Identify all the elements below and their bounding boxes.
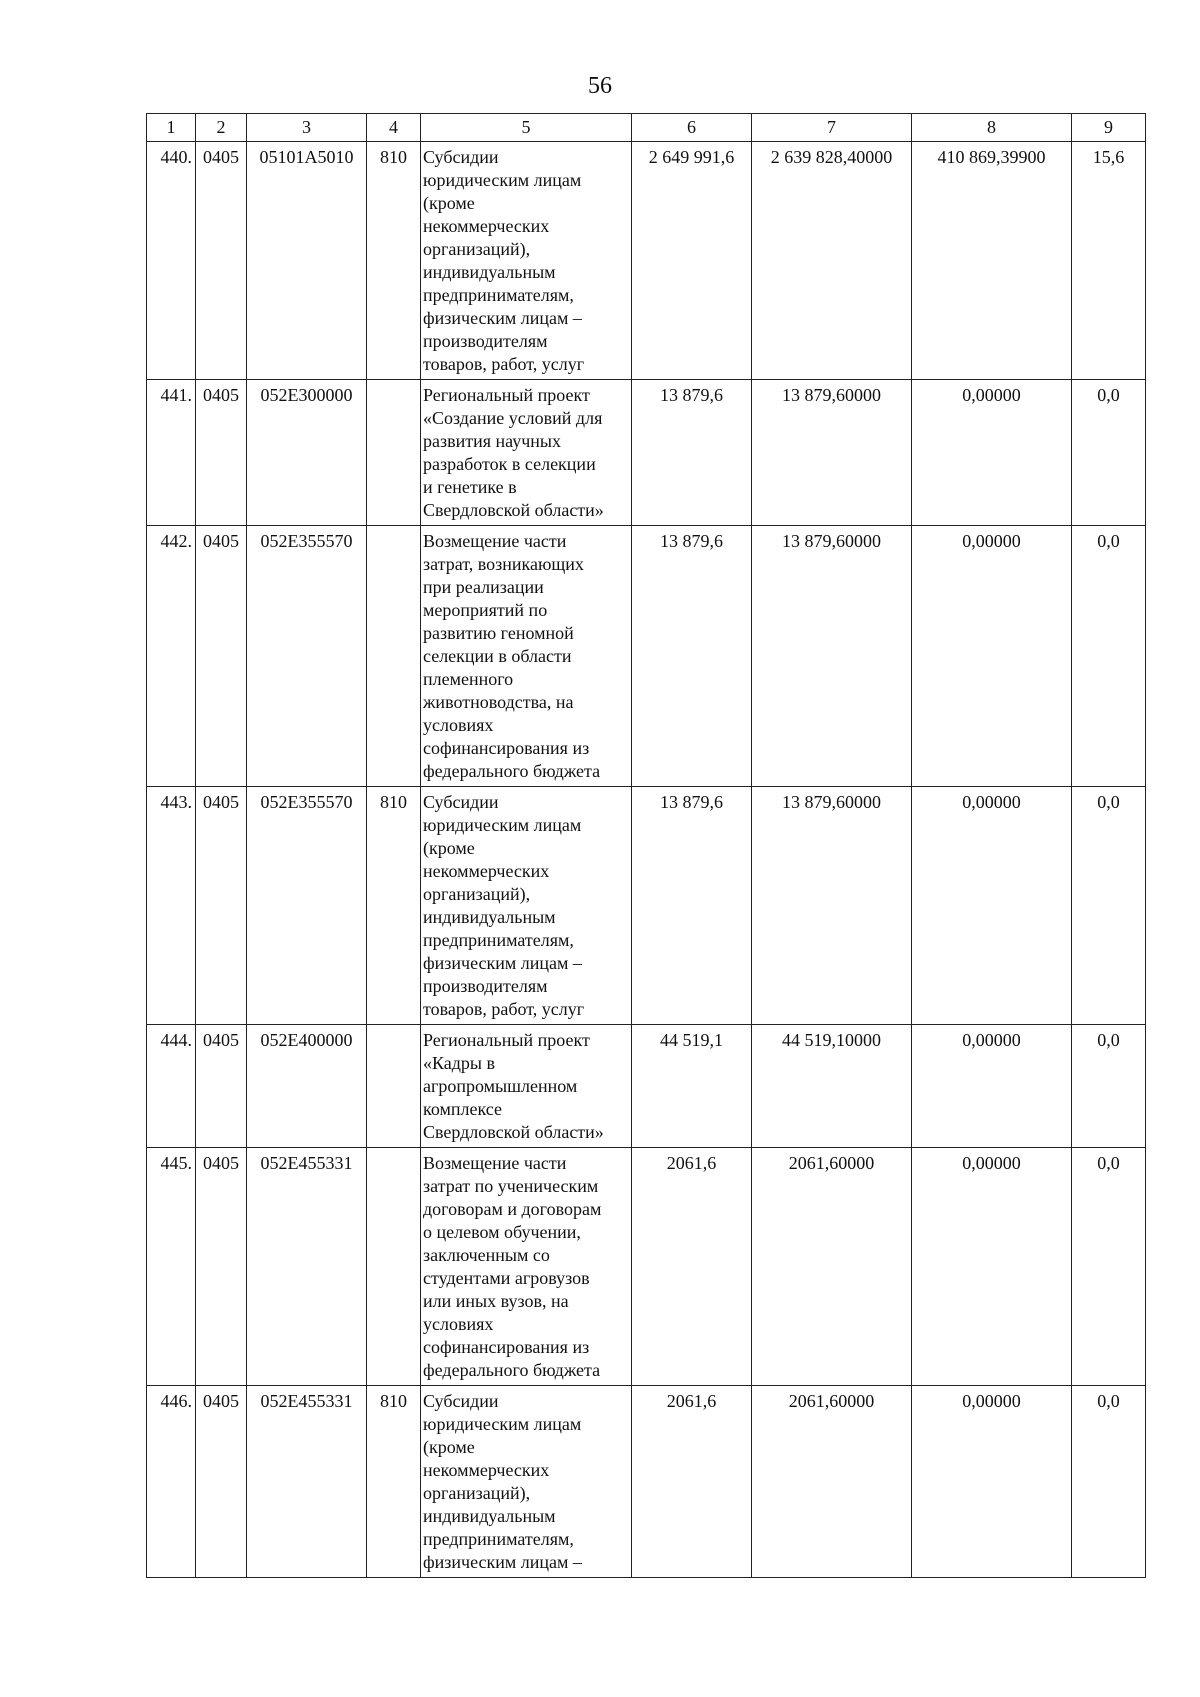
column-header: 7 [752, 114, 912, 142]
description-line: юридическим лицам [423, 815, 582, 835]
section-code-cell: 0405 [196, 142, 247, 380]
description-line: «Кадры в [423, 1053, 496, 1073]
description-line: (кроме [423, 838, 475, 858]
row-number-cell: 440. [147, 142, 196, 380]
description-line: организаций), [423, 884, 531, 904]
description-line: организаций), [423, 1483, 531, 1503]
page-number: 56 [588, 73, 612, 99]
column-header: 3 [247, 114, 367, 142]
target-article-cell: 052E400000 [247, 1025, 367, 1148]
description-line: юридическим лицам [423, 170, 582, 190]
executed-amount-cell: 0,00000 [912, 380, 1072, 526]
description-line: условиях [423, 715, 494, 735]
section-code-cell: 0405 [196, 1148, 247, 1386]
executed-amount-cell: 0,00000 [912, 1025, 1072, 1148]
target-article-cell: 052E355570 [247, 787, 367, 1025]
column-header: 2 [196, 114, 247, 142]
description-line: Субсидии [423, 147, 499, 167]
description-line: затрат по ученическим [423, 1176, 599, 1196]
table-row [147, 787, 1146, 1025]
expense-type-cell: 810 [367, 142, 421, 380]
table-row [147, 1025, 1146, 1148]
row-number-cell: 445. [147, 1148, 196, 1386]
table-row [147, 1386, 1146, 1578]
executed-amount-cell: 410 869,39900 [912, 142, 1072, 380]
expense-type-cell [367, 380, 421, 526]
description-line: Свердловской области» [423, 500, 604, 520]
row-number-cell: 446. [147, 1386, 196, 1578]
description-line: комплексе [423, 1099, 502, 1119]
description-cell [421, 142, 632, 380]
description-line: производителям [423, 976, 548, 996]
table-row [147, 142, 1146, 380]
approved-amount-cell: 2061,60000 [752, 1386, 912, 1578]
percent-cell: 0,0 [1072, 787, 1146, 1025]
description-line: предпринимателям, [423, 930, 574, 950]
description-line: индивидуальным [423, 907, 556, 927]
description-line: селекции в области [423, 646, 572, 666]
percent-cell: 0,0 [1072, 1386, 1146, 1578]
approved-amount-cell: 13 879,60000 [752, 526, 912, 787]
description-line: предпринимателям, [423, 285, 574, 305]
plan-amount-cell: 13 879,6 [632, 526, 752, 787]
description-line: и генетике в [423, 477, 517, 497]
section-code-cell: 0405 [196, 380, 247, 526]
description-line: Региональный проект [423, 1030, 590, 1050]
plan-amount-cell: 2061,6 [632, 1148, 752, 1386]
description-line: некоммерческих [423, 1460, 550, 1480]
description-line: Возмещение части [423, 1153, 567, 1173]
table-header-row [147, 114, 1146, 142]
table-row [147, 380, 1146, 526]
expense-type-cell [367, 1025, 421, 1148]
description-line: при реализации [423, 577, 544, 597]
description-line: студентами агровузов [423, 1268, 590, 1288]
target-article-cell: 052E455331 [247, 1386, 367, 1578]
description-line: Свердловской области» [423, 1122, 604, 1142]
section-code-cell: 0405 [196, 787, 247, 1025]
section-code-cell: 0405 [196, 526, 247, 787]
description-line: (кроме [423, 193, 475, 213]
table-row [147, 1148, 1146, 1386]
expense-type-cell: 810 [367, 787, 421, 1025]
plan-amount-cell: 2061,6 [632, 1386, 752, 1578]
description-line: софинансирования из [423, 738, 590, 758]
target-article-cell: 05101A5010 [247, 142, 367, 380]
executed-amount-cell: 0,00000 [912, 1148, 1072, 1386]
expense-type-cell: 810 [367, 1386, 421, 1578]
description-line: Региональный проект [423, 385, 590, 405]
description-cell [421, 526, 632, 787]
description-line: товаров, работ, услуг [423, 354, 585, 374]
description-line: племенного [423, 669, 514, 689]
description-line: о целевом обучении, [423, 1222, 581, 1242]
plan-amount-cell: 44 519,1 [632, 1025, 752, 1148]
description-cell [421, 787, 632, 1025]
description-line: производителям [423, 331, 548, 351]
approved-amount-cell: 44 519,10000 [752, 1025, 912, 1148]
column-header: 8 [912, 114, 1072, 142]
approved-amount-cell: 2 639 828,40000 [752, 142, 912, 380]
percent-cell: 0,0 [1072, 380, 1146, 526]
description-line: «Создание условий для [423, 408, 603, 428]
target-article-cell: 052E300000 [247, 380, 367, 526]
description-line: (кроме [423, 1437, 475, 1457]
description-line: предпринимателям, [423, 1529, 574, 1549]
percent-cell: 0,0 [1072, 1025, 1146, 1148]
section-code-cell: 0405 [196, 1386, 247, 1578]
table-row [147, 526, 1146, 787]
percent-cell: 0,0 [1072, 526, 1146, 787]
description-line: агропромышленном [423, 1076, 578, 1096]
description-line: затрат, возникающих [423, 554, 584, 574]
column-header: 1 [147, 114, 196, 142]
description-line: заключенным со [423, 1245, 550, 1265]
target-article-cell: 052E355570 [247, 526, 367, 787]
row-number-cell: 441. [147, 380, 196, 526]
description-line: федерального бюджета [423, 1360, 601, 1380]
executed-amount-cell: 0,00000 [912, 1386, 1072, 1578]
column-header: 6 [632, 114, 752, 142]
description-line: индивидуальным [423, 1506, 556, 1526]
description-line: физическим лицам – [423, 1552, 582, 1572]
percent-cell: 15,6 [1072, 142, 1146, 380]
description-cell [421, 380, 632, 526]
percent-cell: 0,0 [1072, 1148, 1146, 1386]
target-article-cell: 052E455331 [247, 1148, 367, 1386]
description-line: развитию геномной [423, 623, 574, 643]
description-line: разработок в селекции [423, 454, 596, 474]
plan-amount-cell: 13 879,6 [632, 787, 752, 1025]
row-number-cell: 444. [147, 1025, 196, 1148]
column-header: 9 [1072, 114, 1146, 142]
description-line: мероприятий по [423, 600, 548, 620]
description-line: договорам и договорам [423, 1199, 602, 1219]
budget-table [146, 113, 1146, 1578]
section-code-cell: 0405 [196, 1025, 247, 1148]
plan-amount-cell: 2 649 991,6 [632, 142, 752, 380]
expense-type-cell [367, 526, 421, 787]
description-line: развития научных [423, 431, 561, 451]
description-line: условиях [423, 1314, 494, 1334]
expense-type-cell [367, 1148, 421, 1386]
description-line: или иных вузов, на [423, 1291, 569, 1311]
description-line: федерального бюджета [423, 761, 601, 781]
description-cell [421, 1386, 632, 1578]
description-line: некоммерческих [423, 861, 550, 881]
executed-amount-cell: 0,00000 [912, 526, 1072, 787]
description-line: организаций), [423, 239, 531, 259]
description-line: Субсидии [423, 1391, 499, 1411]
executed-amount-cell: 0,00000 [912, 787, 1072, 1025]
column-header: 5 [421, 114, 632, 142]
description-line: Возмещение части [423, 531, 567, 551]
description-line: физическим лицам – [423, 953, 582, 973]
row-number-cell: 442. [147, 526, 196, 787]
approved-amount-cell: 13 879,60000 [752, 787, 912, 1025]
description-line: некоммерческих [423, 216, 550, 236]
description-line: софинансирования из [423, 1337, 590, 1357]
description-line: товаров, работ, услуг [423, 999, 585, 1019]
column-header: 4 [367, 114, 421, 142]
description-line: животноводства, на [423, 692, 574, 712]
description-cell [421, 1025, 632, 1148]
description-line: физическим лицам – [423, 308, 582, 328]
row-number-cell: 443. [147, 787, 196, 1025]
plan-amount-cell: 13 879,6 [632, 380, 752, 526]
description-cell [421, 1148, 632, 1386]
approved-amount-cell: 2061,60000 [752, 1148, 912, 1386]
description-line: Субсидии [423, 792, 499, 812]
approved-amount-cell: 13 879,60000 [752, 380, 912, 526]
description-line: юридическим лицам [423, 1414, 582, 1434]
description-line: индивидуальным [423, 262, 556, 282]
